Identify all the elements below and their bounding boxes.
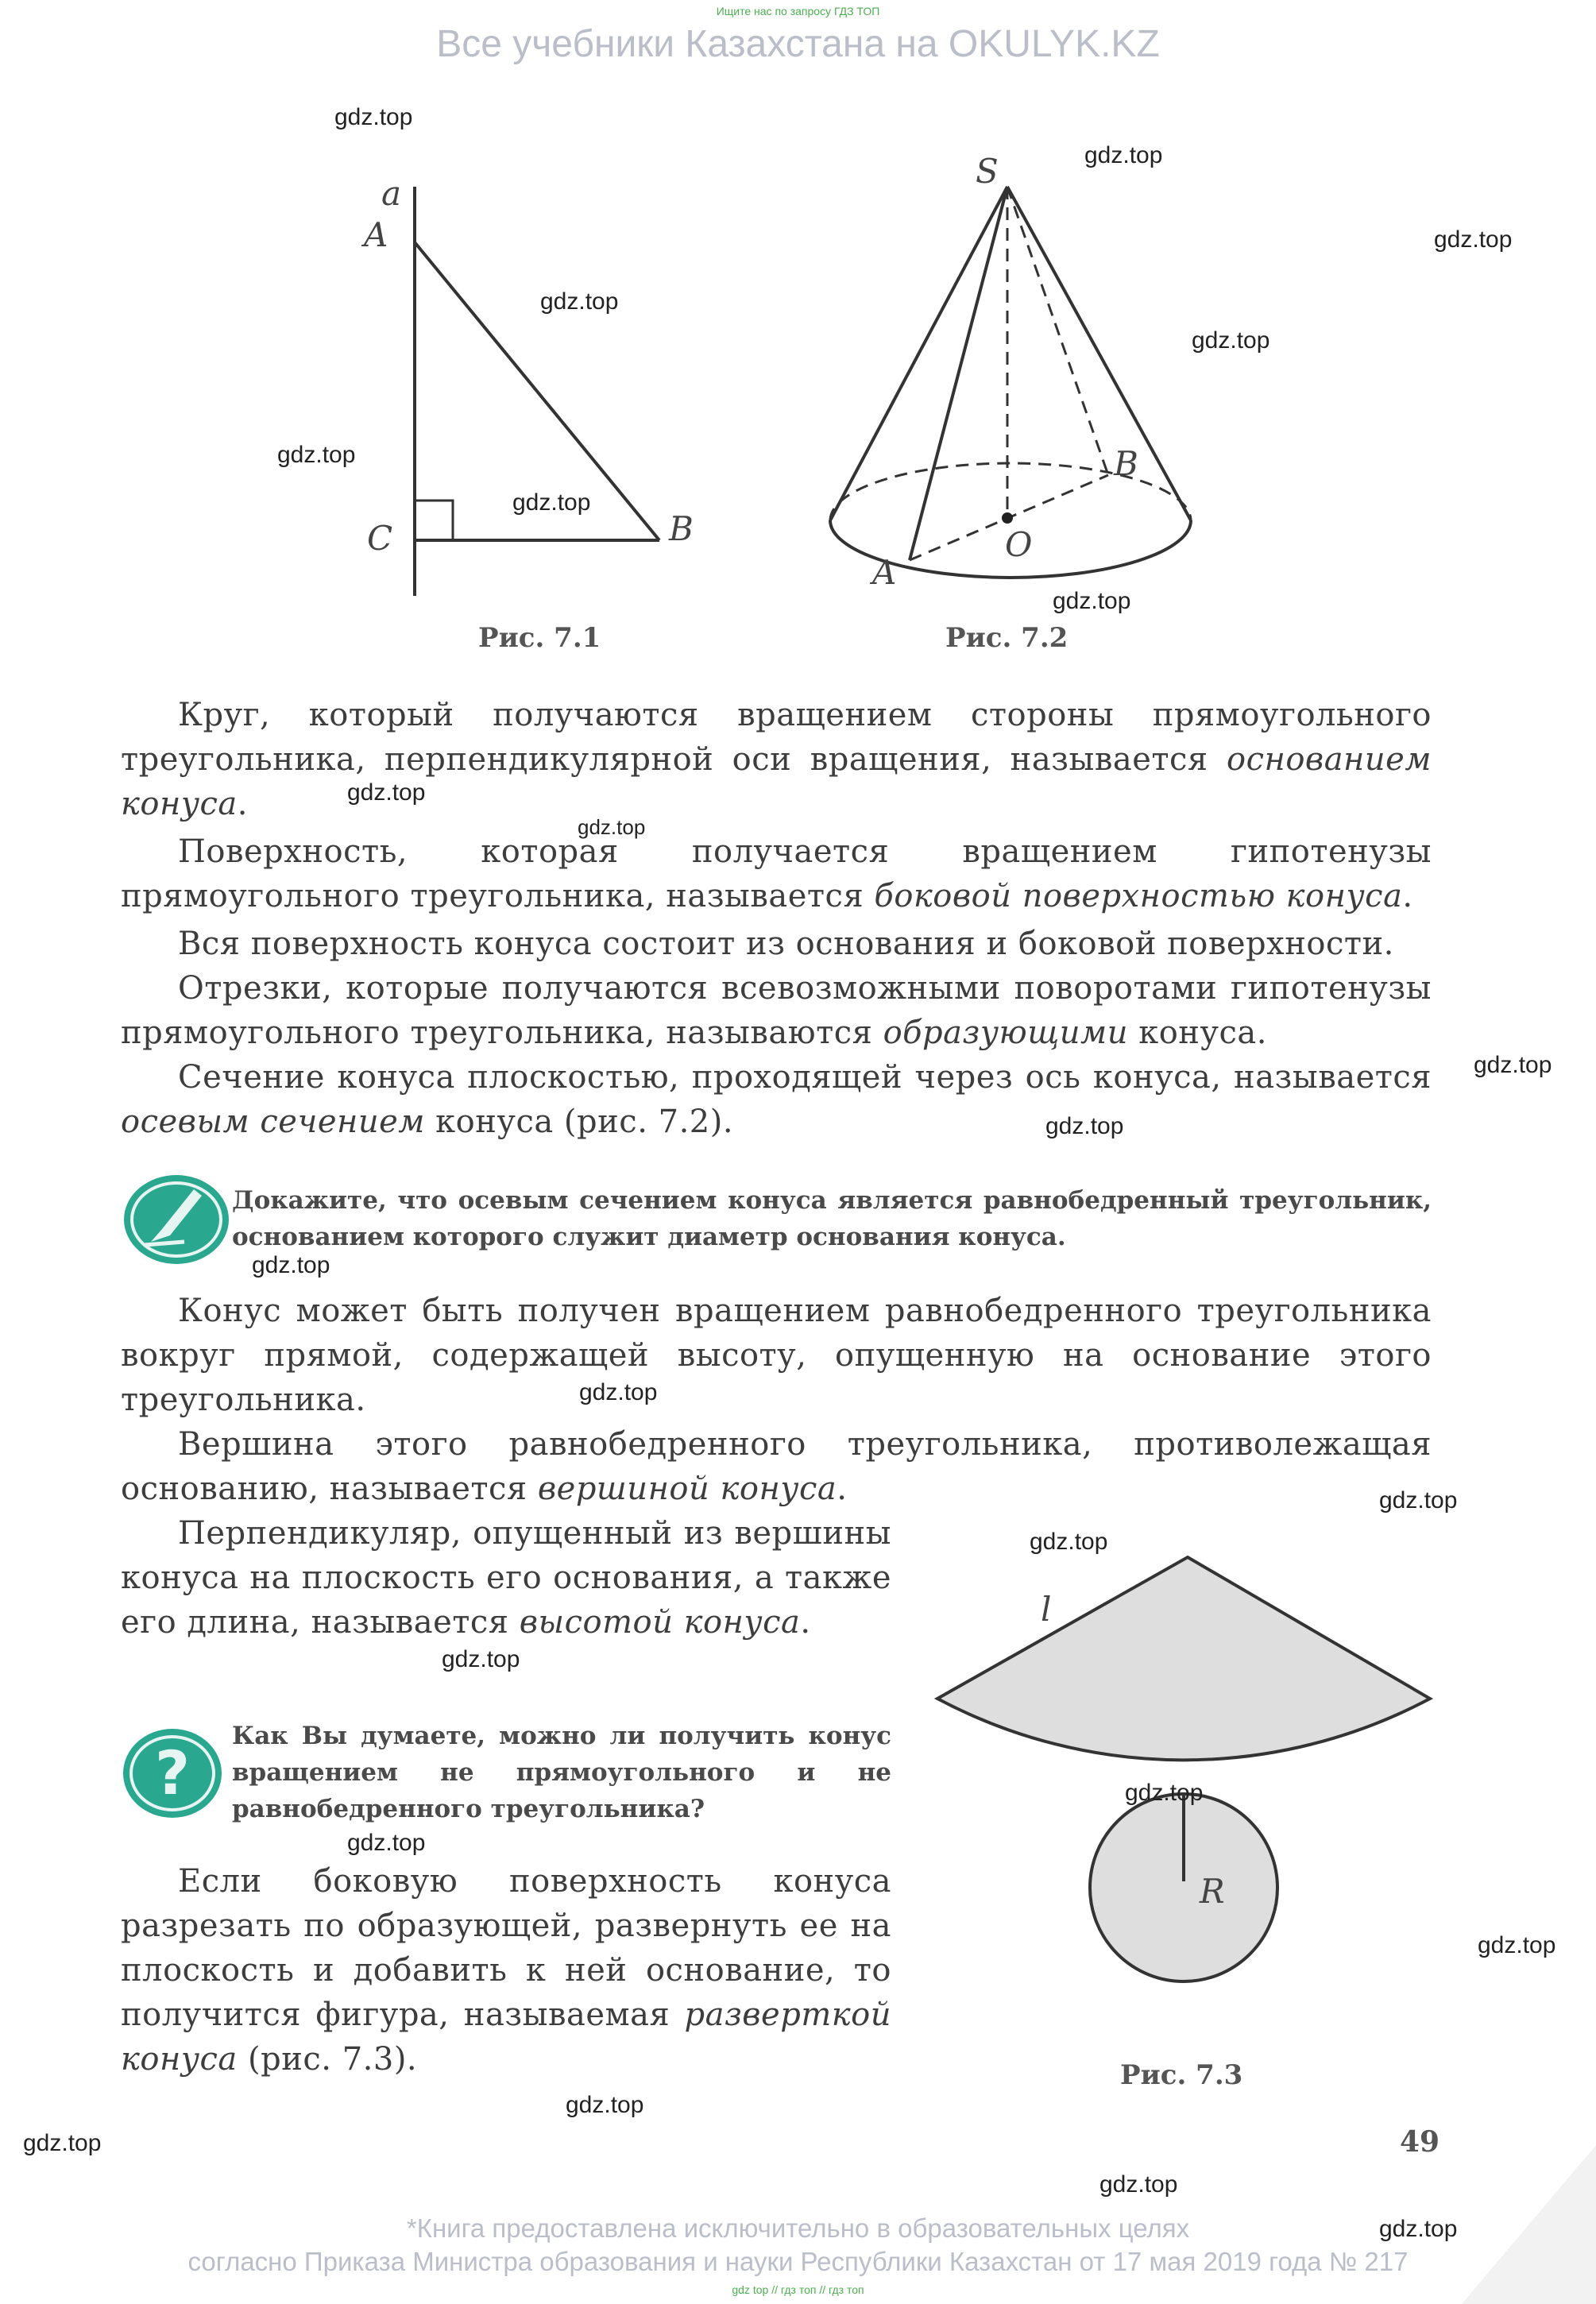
watermark: gdz.top: [1045, 1113, 1124, 1139]
label-A: A: [364, 215, 388, 254]
paragraph-full-surface: Вся поверхность конуса состоит из основания и боковой поверхности.: [178, 926, 1394, 962]
watermark: gdz.top: [1434, 226, 1513, 253]
paragraph-cone-base: Круг, который получаются вращением стороны прямоугольного треугольника, перпендикулярной оси вращения, называется основанием конуса.: [121, 697, 1432, 822]
watermark: gdz.top: [334, 104, 413, 130]
watermark: gdz.top: [1478, 1932, 1556, 1958]
page-number: 49: [1400, 2125, 1440, 2159]
watermark: gdz.top: [578, 815, 646, 839]
watermark: gdz.top: [442, 1646, 520, 1672]
watermark: gdz.top: [1379, 1487, 1458, 1513]
caption-7-1: Рис. 7.1: [478, 622, 601, 654]
caption-7-2: Рис. 7.2: [945, 622, 1069, 654]
paragraph-cone-vertex: Вершина этого равнобедренного треугольника, противолежащая основанию, называется вершиной конуса.: [121, 1426, 1432, 1507]
task-think-text: Как Вы думаете, можно ли получить конус вращением не прямоугольного и не равнобедренного треугольника?: [232, 1722, 891, 1823]
watermark: gdz.top: [1125, 1780, 1204, 1806]
label-B2: B: [1114, 444, 1138, 483]
svg-text:?: ?: [154, 1738, 191, 1808]
paragraph-axial-section: Сечение конуса плоскостью, проходящей через ось конуса, называется осевым сечением конуса (рис. 7.2).: [121, 1059, 1432, 1140]
watermark: gdz.top: [566, 2092, 644, 2118]
watermark: gdz.top: [579, 1379, 658, 1405]
label-C: C: [367, 519, 393, 558]
watermark: gdz.top: [1474, 1052, 1552, 1078]
label-S: S: [976, 152, 999, 191]
label-O: O: [1005, 525, 1033, 564]
watermark: gdz.top: [1030, 1529, 1108, 1555]
watermark: gdz.top: [277, 442, 356, 468]
watermark: gdz.top: [347, 1830, 426, 1856]
label-A2: A: [872, 553, 897, 592]
watermark: gdz.top: [1379, 2216, 1458, 2242]
paragraph-isosceles-rotation: Конус может быть получен вращением равнобедренного треугольника вокруг прямой, содержащей высоту, опущенную на основание этого треугольника.: [121, 1293, 1432, 1418]
watermark: gdz.top: [252, 1252, 330, 1278]
paragraph-cone-net: Если боковую поверхность конуса разрезать по образующей, развернуть ее на плоскость и добавить к ней основание, то получится фигура, называемая разверткой конуса (рис. 7.3).: [121, 1863, 891, 2078]
pencil-icon: [121, 1172, 232, 1267]
top-note: Ищите нас по запросу ГДЗ ТОП: [716, 5, 880, 17]
watermark: gdz.top: [1084, 142, 1163, 168]
watermark: gdz.top: [1192, 327, 1270, 354]
paragraph-lateral-surface: Поверхность, которая получается вращением гипотенузы прямоугольного треугольника, называется боковой поверхностью конуса.: [121, 833, 1432, 914]
paragraph-generators: Отрезки, которые получаются всевозможными поворотами гипотенузы прямоугольного треугольника, называются образующими конуса.: [121, 970, 1432, 1051]
label-B: B: [669, 509, 694, 548]
question-icon: [121, 1726, 224, 1821]
watermark: gdz.top: [1053, 588, 1131, 614]
label-a: a: [381, 174, 402, 213]
footer-line-2: согласно Приказа Министра образования и науки Республики Казахстан от 17 мая 2019 года № 217: [187, 2247, 1409, 2276]
figure-7-2: [810, 143, 1223, 604]
footer-tiny-note: gdz top // гдз топ // гдз топ: [732, 2283, 864, 2296]
site-title: Все учебники Казахстана на OKULYK.KZ: [436, 23, 1160, 65]
figure-7-1: [350, 167, 715, 675]
footer-line-1: *Книга предоставлена исключительно в образовательных целях: [406, 2213, 1190, 2243]
paragraph-cone-height: Перпендикуляр, опущенный из вершины конуса на плоскость его основания, а также его длина, называется высотой конуса.: [121, 1515, 891, 1641]
watermark: gdz.top: [1099, 2171, 1178, 2198]
watermark: gdz.top: [347, 779, 426, 806]
watermark: gdz.top: [23, 2130, 102, 2156]
caption-7-3: Рис. 7.3: [1120, 2059, 1243, 2091]
label-R: R: [1200, 1872, 1225, 1911]
watermark: gdz.top: [512, 489, 591, 516]
task-prove-text: Докажите, что осевым сечением конуса является равнобедренный треугольник, основанием которого служит диаметр основания конуса.: [232, 1186, 1432, 1251]
label-l: l: [1041, 1590, 1052, 1629]
watermark: gdz.top: [540, 288, 619, 315]
